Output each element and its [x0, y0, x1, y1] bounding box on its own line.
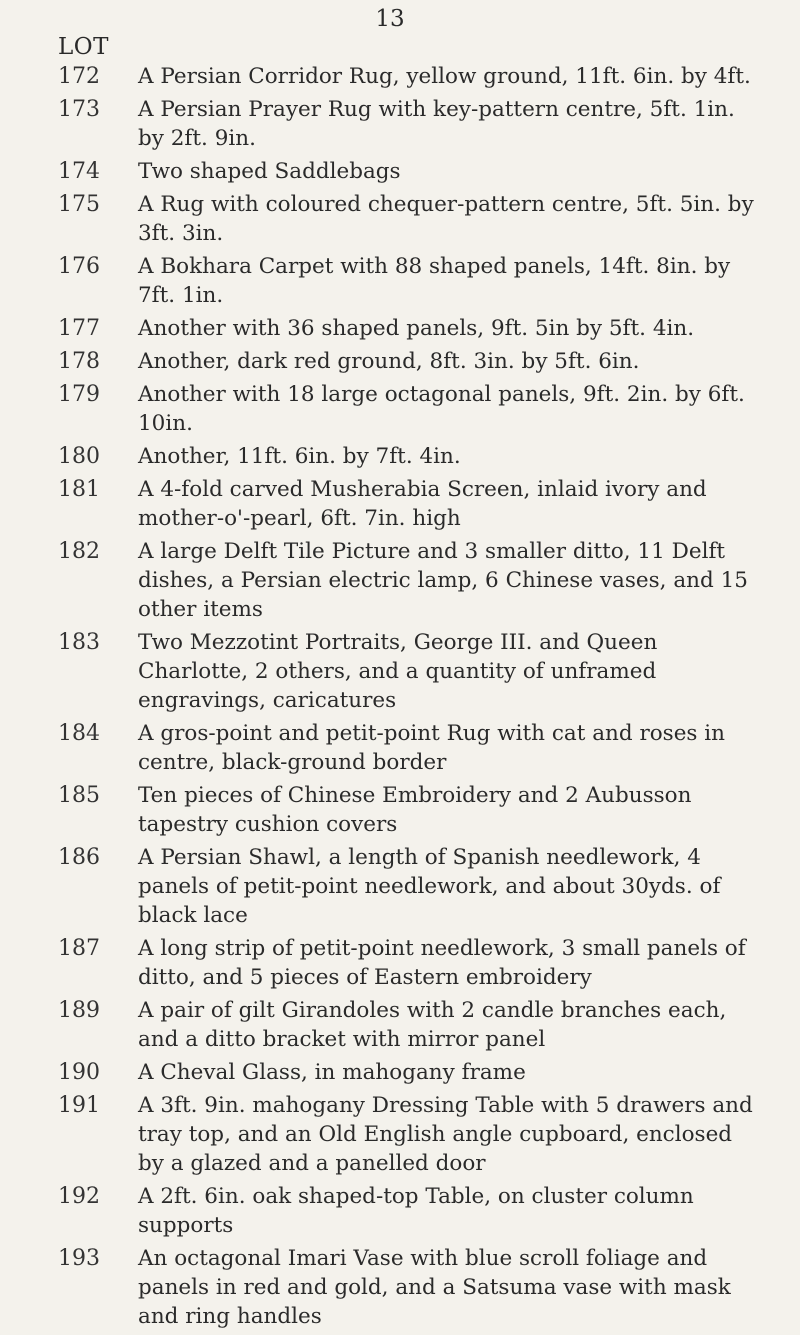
lot-entry	[0, 628, 800, 715]
lot-number: 182	[58, 539, 100, 564]
lot-number: 192	[58, 1184, 100, 1209]
lot-description: A Persian Corridor Rug, yellow ground, 11ft. 6in. by 4ft.	[138, 64, 751, 89]
lot-description: A large Delft Tile Picture and 3 smaller ditto, 11 Delft dishes, a Persian electric lamp, 6 Chinese vases, and 15 other items	[138, 539, 748, 622]
lot-entry	[0, 314, 800, 343]
lot-entry	[0, 347, 800, 376]
lot-description: Another, 11ft. 6in. by 7ft. 4in.	[138, 444, 461, 469]
lot-number: 184	[58, 721, 100, 746]
lot-description: Ten pieces of Chinese Embroidery and 2 Aubusson tapestry cushion covers	[138, 783, 692, 837]
lot-number: 193	[58, 1246, 100, 1271]
lot-entry	[0, 62, 800, 91]
lot-description: A 2ft. 6in. oak shaped-top Table, on cluster column supports	[138, 1184, 694, 1238]
lot-number: 189	[58, 998, 100, 1023]
lot-number: 174	[58, 159, 100, 184]
lot-description: A Persian Prayer Rug with key-pattern centre, 5ft. 1in. by 2ft. 9in.	[138, 97, 735, 151]
lot-description: Another with 18 large octagonal panels, 9ft. 2in. by 6ft. 10in.	[138, 382, 745, 436]
lot-entry	[0, 996, 800, 1054]
lot-number: 183	[58, 630, 100, 655]
lot-entry	[0, 719, 800, 777]
lot-entry	[0, 1058, 800, 1087]
lot-number: 179	[58, 382, 100, 407]
lot-list	[0, 62, 800, 1335]
lot-number: 191	[58, 1093, 100, 1118]
lot-description: Another with 36 shaped panels, 9ft. 5in by 5ft. 4in.	[138, 316, 695, 341]
lot-description: An octagonal Imari Vase with blue scroll foliage and panels in red and gold, and a Satsuma vase with mask and ring handles	[138, 1246, 731, 1329]
lot-description: A Rug with coloured chequer-pattern centre, 5ft. 5in. by 3ft. 3in.	[138, 192, 754, 246]
lot-entry	[0, 475, 800, 533]
lot-entry	[0, 380, 800, 438]
lot-number: 185	[58, 783, 100, 808]
lot-entry	[0, 252, 800, 310]
lot-description: A Cheval Glass, in mahogany frame	[138, 1060, 526, 1085]
lot-entry	[0, 95, 800, 153]
lot-entry	[0, 157, 800, 186]
lot-number: 186	[58, 845, 100, 870]
lot-number: 173	[58, 97, 100, 122]
lot-description: Two shaped Saddlebags	[138, 159, 401, 184]
lot-description: A long strip of petit-point needlework, 3 small panels of ditto, and 5 pieces of Eastern embroidery	[138, 936, 746, 990]
lot-entry	[0, 442, 800, 471]
lot-description: A Bokhara Carpet with 88 shaped panels, 14ft. 8in. by 7ft. 1in.	[138, 254, 731, 308]
page-number: 13	[375, 6, 405, 32]
lot-entry	[0, 1091, 800, 1178]
lot-number: 172	[58, 64, 100, 89]
lot-number: 178	[58, 349, 100, 374]
lot-entry	[0, 537, 800, 624]
lot-entry	[0, 1244, 800, 1331]
lot-number: 177	[58, 316, 100, 341]
lot-entry	[0, 1182, 800, 1240]
lot-number: 181	[58, 477, 100, 502]
lot-entry	[0, 934, 800, 992]
lot-description: A 3ft. 9in. mahogany Dressing Table with 5 drawers and tray top, and an Old English angle cupboard, enclosed by a glazed and a panelled door	[138, 1093, 753, 1176]
lot-description: A gros-point and petit-point Rug with cat and roses in centre, black-ground border	[138, 721, 726, 775]
lot-column-header: LOT	[58, 34, 109, 60]
lot-entry	[0, 190, 800, 248]
lot-number: 187	[58, 936, 100, 961]
lot-description: A 4-fold carved Musherabia Screen, inlaid ivory and mother-o'-pearl, 6ft. 7in. high	[138, 477, 707, 531]
lot-description: A pair of gilt Girandoles with 2 candle branches each, and a ditto bracket with mirror panel	[138, 998, 727, 1052]
lot-description: Another, dark red ground, 8ft. 3in. by 5ft. 6in.	[138, 349, 640, 374]
lot-entry	[0, 843, 800, 930]
lot-description: Two Mezzotint Portraits, George III. and Queen Charlotte, 2 others, and a quantity of unframed engravings, caricatures	[138, 630, 658, 713]
lot-number: 180	[58, 444, 100, 469]
lot-number: 175	[58, 192, 100, 217]
lot-entry	[0, 781, 800, 839]
lot-number: 190	[58, 1060, 100, 1085]
lot-number: 176	[58, 254, 100, 279]
lot-description: A Persian Shawl, a length of Spanish needlework, 4 panels of petit-point needlework, and about 30yds. of black lace	[138, 845, 721, 928]
